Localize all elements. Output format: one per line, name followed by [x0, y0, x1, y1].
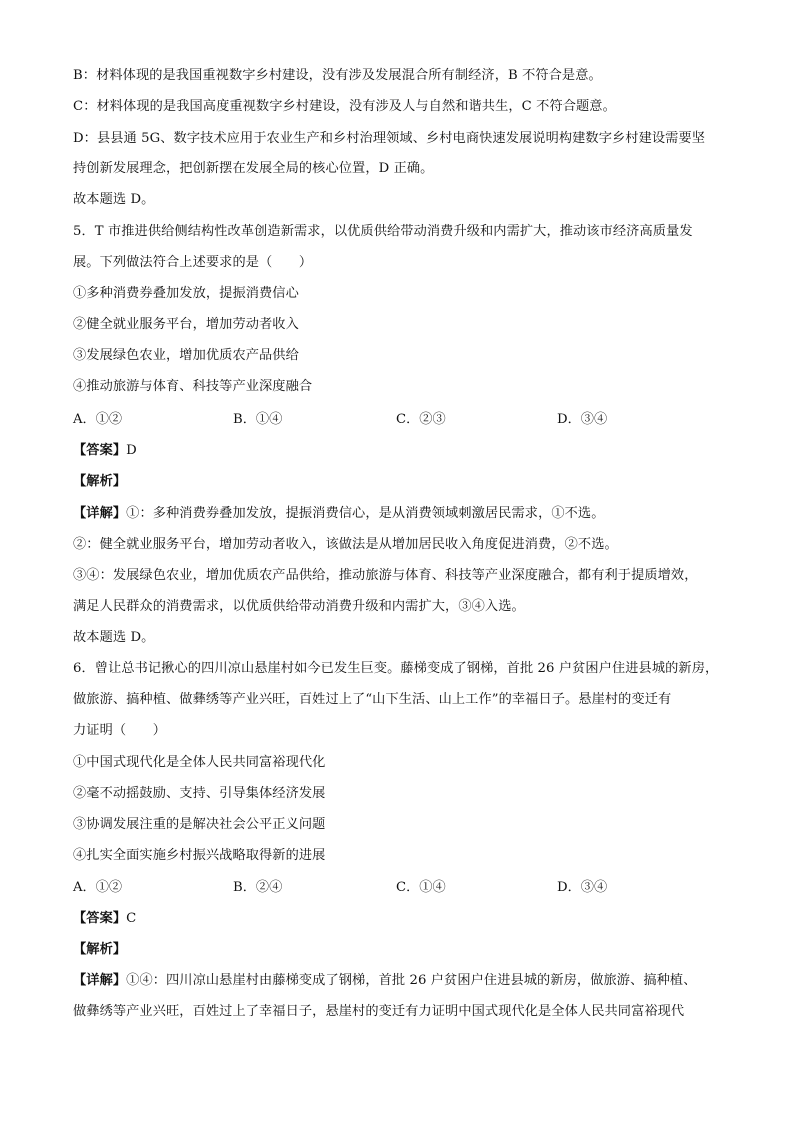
- answer-tag: 【答案】: [73, 443, 127, 458]
- q5-item-2: ②健全就业服务平台，增加劳动者收入: [73, 317, 299, 332]
- q5-option-d: D．③④: [557, 412, 608, 427]
- q6-stem-cont-1: 做旅游、搞种植、做彝绣等产业兴旺，百姓过上了“山下生活、山上工作”的幸福日子。悬崖村的变迁有: [73, 692, 672, 707]
- q5-conclusion: 故本题选 D。: [73, 630, 155, 645]
- q6-detail-1: [73, 971, 723, 991]
- analysis-tag: 【解析】: [73, 942, 127, 957]
- q6-item-3: ③协调发展注重的是解决社会公平正义问题: [73, 817, 326, 832]
- answer-value: C: [126, 911, 137, 926]
- q5-item-1: ①多种消费券叠加发放，提振消费信心: [73, 286, 299, 301]
- q5-detail-2: ②：健全就业服务平台，增加劳动者收入，该做法是从增加居民收入角度促进消费，②不选。: [73, 537, 618, 552]
- detail-text: ①：多种消费券叠加发放，提振消费信心，是从消费领域刺激居民需求，①不选。: [126, 506, 605, 521]
- q6-option-a: A．①②: [73, 880, 123, 895]
- q6-stem: 6．曾让总书记揪心的四川凉山悬崖村如今已发生巨变。藤梯变成了钢梯，首批 26 户贫困户住进县城的新房，: [73, 661, 719, 676]
- q6-answer: [73, 909, 723, 929]
- q6-option-d: D．③④: [557, 880, 608, 895]
- q5-stem: 5．T 市推进供给侧结构性改革创造新需求，以优质供给带动消费升级和内需扩大，推动该市经济高质量发: [73, 224, 693, 239]
- q6-option-c: C．①④: [396, 880, 446, 895]
- q5-option-b: B．①④: [233, 412, 283, 427]
- q5-stem-cont: 展。下列做法符合上述要求的是（ ）: [73, 255, 313, 270]
- analysis-line-d: D：县县通 5G、数字技术应用于农业生产和乡村治理领域、乡村电商快速发展说明构建数字乡村建设需要坚: [73, 131, 706, 146]
- detail-tag: 【详解】: [73, 506, 127, 521]
- analysis-line-d-cont: 持创新发展理念，把创新摆在发展全局的核心位置，D 正确。: [73, 161, 434, 176]
- q6-item-1: ①中国式现代化是全体人民共同富裕现代化: [73, 755, 326, 770]
- answer-tag: 【答案】: [73, 911, 127, 926]
- answer-value: D: [126, 443, 137, 458]
- q5-option-c: C．②③: [396, 412, 446, 427]
- q6-stem-cont-2: 力证明（ ）: [73, 723, 167, 738]
- q6-item-4: ④扎实全面实施乡村振兴战略取得新的进展: [73, 848, 326, 863]
- q5-detail-3: ③④：发展绿色农业，增加优质农产品供给，推动旅游与体育、科技等产业深度融合，都有利于提质增效，: [73, 568, 698, 583]
- q6-option-b: B．②④: [233, 880, 283, 895]
- q5-item-3: ③发展绿色农业，增加优质农产品供给: [73, 348, 299, 363]
- q5-answer: [73, 441, 723, 461]
- analysis-line-b: B：材料体现的是我国重视数字乡村建设，没有涉及发展混合所有制经济，B 不符合是意。: [73, 68, 602, 83]
- q5-detail-1: [73, 504, 723, 524]
- analysis-line-c: C：材料体现的是我国高度重视数字乡村建设，没有涉及人与自然和谐共生，C 不符合题意。: [73, 99, 616, 114]
- q6-analysis-tag: [73, 940, 723, 960]
- detail-tag: 【详解】: [73, 973, 127, 988]
- analysis-tag: 【解析】: [73, 474, 127, 489]
- q5-detail-4: 满足人民群众的消费需求，以优质供给带动消费升级和内需扩大，③④入选。: [73, 599, 525, 614]
- q5-item-4: ④推动旅游与体育、科技等产业深度融合: [73, 379, 313, 394]
- q6-detail-2: 做彝绣等产业兴旺，百姓过上了幸福日子，悬崖村的变迁有力证明中国式现代化是全体人民共同富裕现代: [73, 1004, 685, 1019]
- q5-analysis-tag: [73, 472, 723, 492]
- detail-text: ①④：四川凉山悬崖村由藤梯变成了钢梯，首批 26 户贫困户住进县城的新房，做旅游、搞种植、: [126, 973, 697, 988]
- conclusion-line: 故本题选 D。: [73, 192, 155, 207]
- q6-item-2: ②毫不动摇鼓励、支持、引导集体经济发展: [73, 786, 326, 801]
- q5-option-a: A．①②: [73, 412, 123, 427]
